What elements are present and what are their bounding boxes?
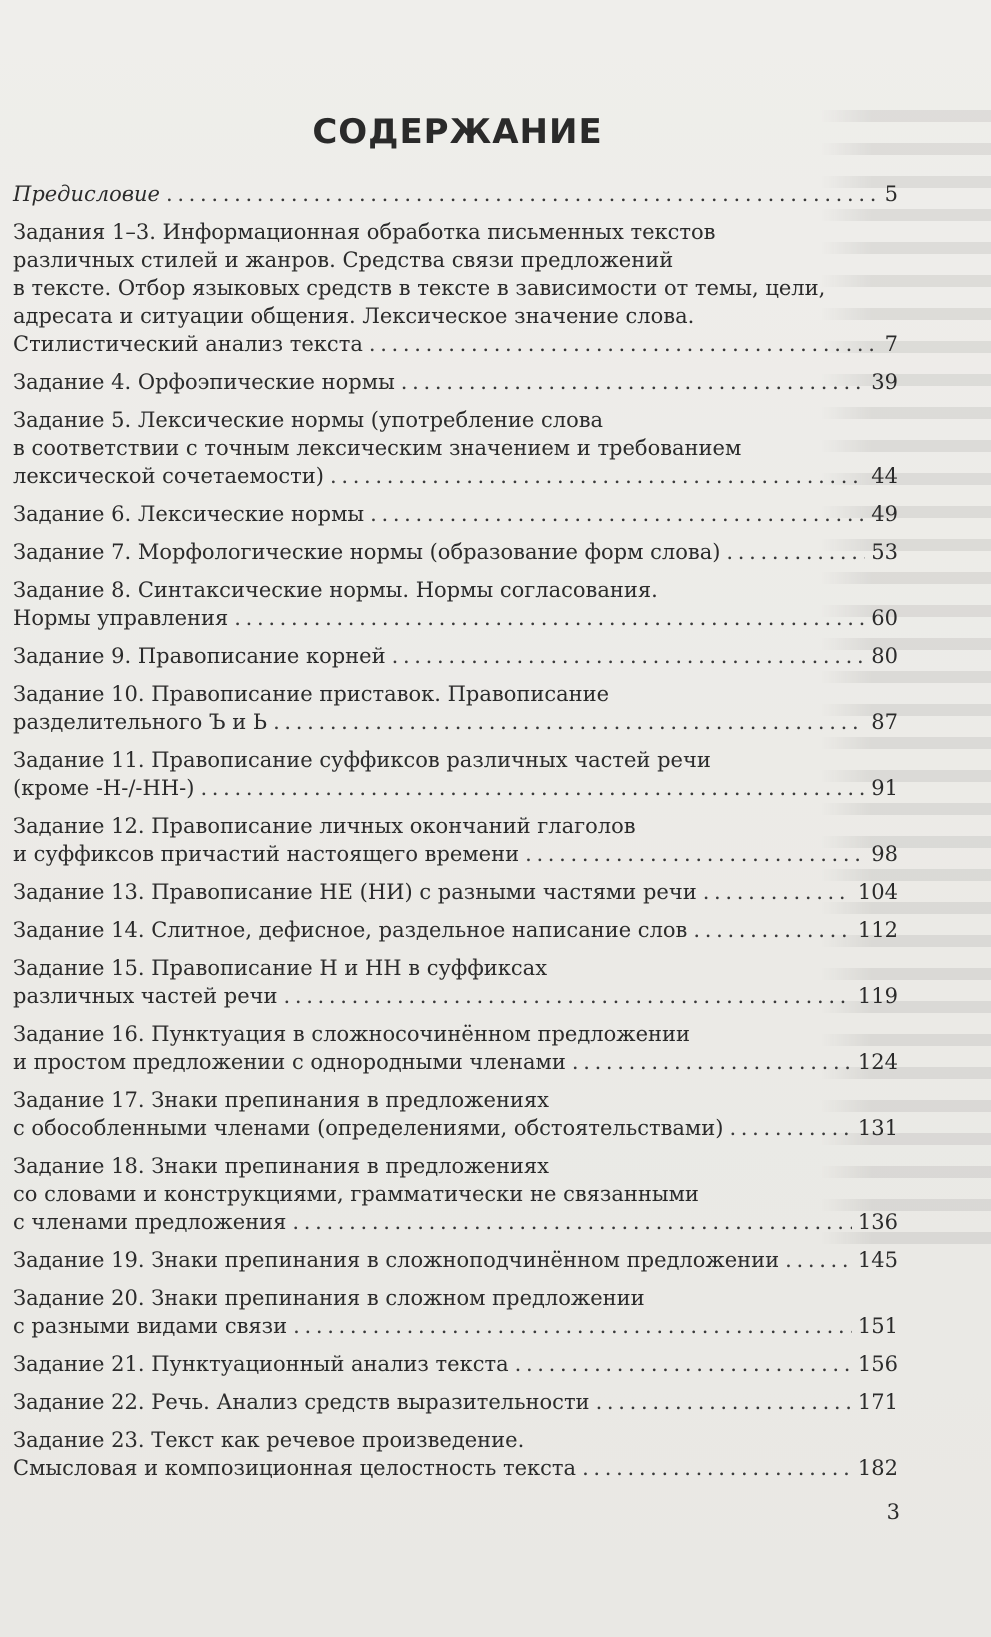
toc-entry-title: с разными видами связи xyxy=(13,1314,288,1338)
dot-leader xyxy=(596,1388,852,1416)
toc-entry-line: Задания 1–3. Информационная обработка письменных текстов xyxy=(13,220,716,244)
toc-entry xyxy=(13,1426,898,1482)
dot-leader xyxy=(273,708,865,736)
toc-entry xyxy=(13,746,898,802)
toc-entry-line: Задание 10. Правописание приставок. Правописание xyxy=(13,682,610,706)
toc-entry-line: Задание 23. Текст как речевое произведение. xyxy=(13,1428,525,1452)
dot-leader xyxy=(726,538,865,566)
toc-entry-last-line xyxy=(13,538,898,566)
toc-entry-last-line xyxy=(13,1208,898,1236)
toc-entry xyxy=(13,954,898,1010)
toc-entry-title: различных частей речи xyxy=(13,984,278,1008)
toc-entry-line: Задание 8. Синтаксические нормы. Нормы согласования. xyxy=(13,578,658,602)
toc-entry-line: адресата и ситуации общения. Лексическое значение слова. xyxy=(13,304,695,328)
dot-leader xyxy=(200,774,865,802)
toc-entry-title: с членами предложения xyxy=(13,1210,287,1234)
toc-entry-title: Смысловая и композиционная целостность текста xyxy=(13,1456,577,1480)
toc-entry-last-line xyxy=(13,982,898,1010)
toc-entry-title: и суффиксов причастий настоящего времени xyxy=(13,842,520,866)
toc-entry-last-line xyxy=(13,1350,898,1378)
toc-entry-line: со словами и конструкциями, грамматически не связанными xyxy=(13,1182,699,1206)
toc-entry-line: Задание 20. Знаки препинания в сложном предложении xyxy=(13,1286,645,1310)
toc-entry-last-line xyxy=(13,916,898,944)
toc-entry-title: разделительного Ъ и Ь xyxy=(13,710,268,734)
toc-entry-title: лексической сочетаемости) xyxy=(13,464,324,488)
toc-entry xyxy=(13,538,898,566)
toc-entry xyxy=(13,368,898,396)
toc-entry-line: Задание 18. Знаки препинания в предложениях xyxy=(13,1154,550,1178)
toc-page-number: 53 xyxy=(871,540,898,564)
toc-entry-line: Задание 17. Знаки препинания в предложениях xyxy=(13,1088,550,1112)
toc-entry-last-line xyxy=(13,708,898,736)
toc-page-number: 39 xyxy=(871,370,898,394)
toc-entry-last-line xyxy=(13,642,898,670)
toc-entry-title: Предисловие xyxy=(13,182,160,206)
toc-entry xyxy=(13,1020,898,1076)
toc-entry-last-line xyxy=(13,1246,898,1274)
toc-entry-last-line xyxy=(13,1048,898,1076)
page-number: 3 xyxy=(886,1500,900,1524)
toc-entry xyxy=(13,406,898,490)
toc-entry-title: Задание 14. Слитное, дефисное, раздельное написание слов xyxy=(13,918,688,942)
dot-leader xyxy=(401,368,865,396)
toc-entry-last-line xyxy=(13,774,898,802)
toc-entry-last-line xyxy=(13,878,898,906)
toc-page-number: 131 xyxy=(857,1116,898,1140)
toc-entry xyxy=(13,1350,898,1378)
toc-page-number: 124 xyxy=(857,1050,898,1074)
toc-entry xyxy=(13,576,898,632)
toc-page-number: 156 xyxy=(857,1352,898,1376)
toc-page-number: 151 xyxy=(857,1314,898,1338)
toc-entry-title: Задание 4. Орфоэпические нормы xyxy=(13,370,395,394)
dot-leader xyxy=(370,500,865,528)
dot-leader xyxy=(284,982,852,1010)
toc-entry-line: в тексте. Отбор языковых средств в тексте в зависимости от темы, цели, xyxy=(13,276,826,300)
toc-page-number: 145 xyxy=(857,1248,898,1272)
dot-leader xyxy=(330,462,865,490)
toc-entry-last-line xyxy=(13,840,898,868)
dot-leader xyxy=(234,604,865,632)
toc-page-number: 44 xyxy=(871,464,898,488)
dot-leader xyxy=(525,840,865,868)
toc-page-number: 60 xyxy=(871,606,898,630)
toc-page-number: 112 xyxy=(857,918,898,942)
toc-entry xyxy=(13,500,898,528)
toc-entry-last-line xyxy=(13,604,898,632)
toc-page-number: 87 xyxy=(871,710,898,734)
dot-leader xyxy=(293,1312,852,1340)
toc-entry-last-line xyxy=(13,462,898,490)
toc-entry-title: Задание 9. Правописание корней xyxy=(13,644,386,668)
dot-leader xyxy=(292,1208,852,1236)
toc-page-number: 5 xyxy=(884,182,898,206)
toc-entry-title: и простом предложении с однородными членами xyxy=(13,1050,566,1074)
toc-entry-title: Нормы управления xyxy=(13,606,229,630)
toc-entry-title: с обособленными членами (определениями, обстоятельствами) xyxy=(13,1116,724,1140)
toc-entry-last-line xyxy=(13,180,898,208)
toc-entry-title: Задание 21. Пунктуационный анализ текста xyxy=(13,1352,509,1376)
toc-entry xyxy=(13,1152,898,1236)
toc-entry-line: Задание 5. Лексические нормы (употребление слова xyxy=(13,408,604,432)
toc-page-number: 91 xyxy=(871,776,898,800)
table-of-contents xyxy=(13,180,898,1492)
toc-page-number: 80 xyxy=(871,644,898,668)
toc-entry-title: (кроме -Н-/-НН-) xyxy=(13,776,195,800)
dot-leader xyxy=(572,1048,852,1076)
toc-page-number: 136 xyxy=(857,1210,898,1234)
toc-page-number: 104 xyxy=(857,880,898,904)
toc-entry xyxy=(13,1086,898,1142)
toc-entry-line: в соответствии с точным лексическим значением и требованием xyxy=(13,436,742,460)
toc-entry-title: Задание 19. Знаки препинания в сложноподчинённом предложении xyxy=(13,1248,780,1272)
toc-entry-last-line xyxy=(13,1454,898,1482)
toc-page-number: 119 xyxy=(857,984,898,1008)
toc-entry xyxy=(13,218,898,358)
toc-entry xyxy=(13,812,898,868)
toc-entry xyxy=(13,1388,898,1416)
toc-entry xyxy=(13,1284,898,1340)
toc-entry-last-line xyxy=(13,500,898,528)
toc-entry-last-line xyxy=(13,1388,898,1416)
toc-page-number: 182 xyxy=(857,1456,898,1480)
toc-page-number: 98 xyxy=(871,842,898,866)
toc-entry-title: Задание 13. Правописание НЕ (НИ) с разными частями речи xyxy=(13,880,697,904)
toc-entry xyxy=(13,916,898,944)
toc-entry xyxy=(13,180,898,208)
dot-leader xyxy=(166,180,879,208)
dot-leader xyxy=(392,642,866,670)
toc-entry-title: Стилистический анализ текста xyxy=(13,332,363,356)
toc-entry-line: Задание 12. Правописание личных окончаний глаголов xyxy=(13,814,636,838)
dot-leader xyxy=(582,1454,852,1482)
toc-page-number: 49 xyxy=(871,502,898,526)
toc-entry-last-line xyxy=(13,368,898,396)
dot-leader xyxy=(729,1114,851,1142)
toc-entry-line: Задание 15. Правописание Н и НН в суффиксах xyxy=(13,956,548,980)
dot-leader xyxy=(515,1350,852,1378)
toc-entry-last-line xyxy=(13,1114,898,1142)
toc-entry-title: Задание 6. Лексические нормы xyxy=(13,502,365,526)
toc-entry xyxy=(13,1246,898,1274)
toc-entry xyxy=(13,642,898,670)
page-title: СОДЕРЖАНИЕ xyxy=(312,112,603,152)
toc-entry-line: различных стилей и жанров. Средства связи предложений xyxy=(13,248,674,272)
toc-entry xyxy=(13,878,898,906)
toc-page-number: 7 xyxy=(884,332,898,356)
dot-leader xyxy=(703,878,852,906)
toc-entry-line: Задание 16. Пунктуация в сложносочинённом предложении xyxy=(13,1022,691,1046)
toc-entry-title: Задание 22. Речь. Анализ средств выразительности xyxy=(13,1390,590,1414)
toc-entry-last-line xyxy=(13,1312,898,1340)
toc-entry-title: Задание 7. Морфологические нормы (образование форм слова) xyxy=(13,540,721,564)
toc-entry-last-line xyxy=(13,330,898,358)
toc-entry-line: Задание 11. Правописание суффиксов различных частей речи xyxy=(13,748,711,772)
dot-leader xyxy=(369,330,879,358)
dot-leader xyxy=(693,916,852,944)
toc-page-number: 171 xyxy=(857,1390,898,1414)
dot-leader xyxy=(785,1246,852,1274)
toc-entry xyxy=(13,680,898,736)
